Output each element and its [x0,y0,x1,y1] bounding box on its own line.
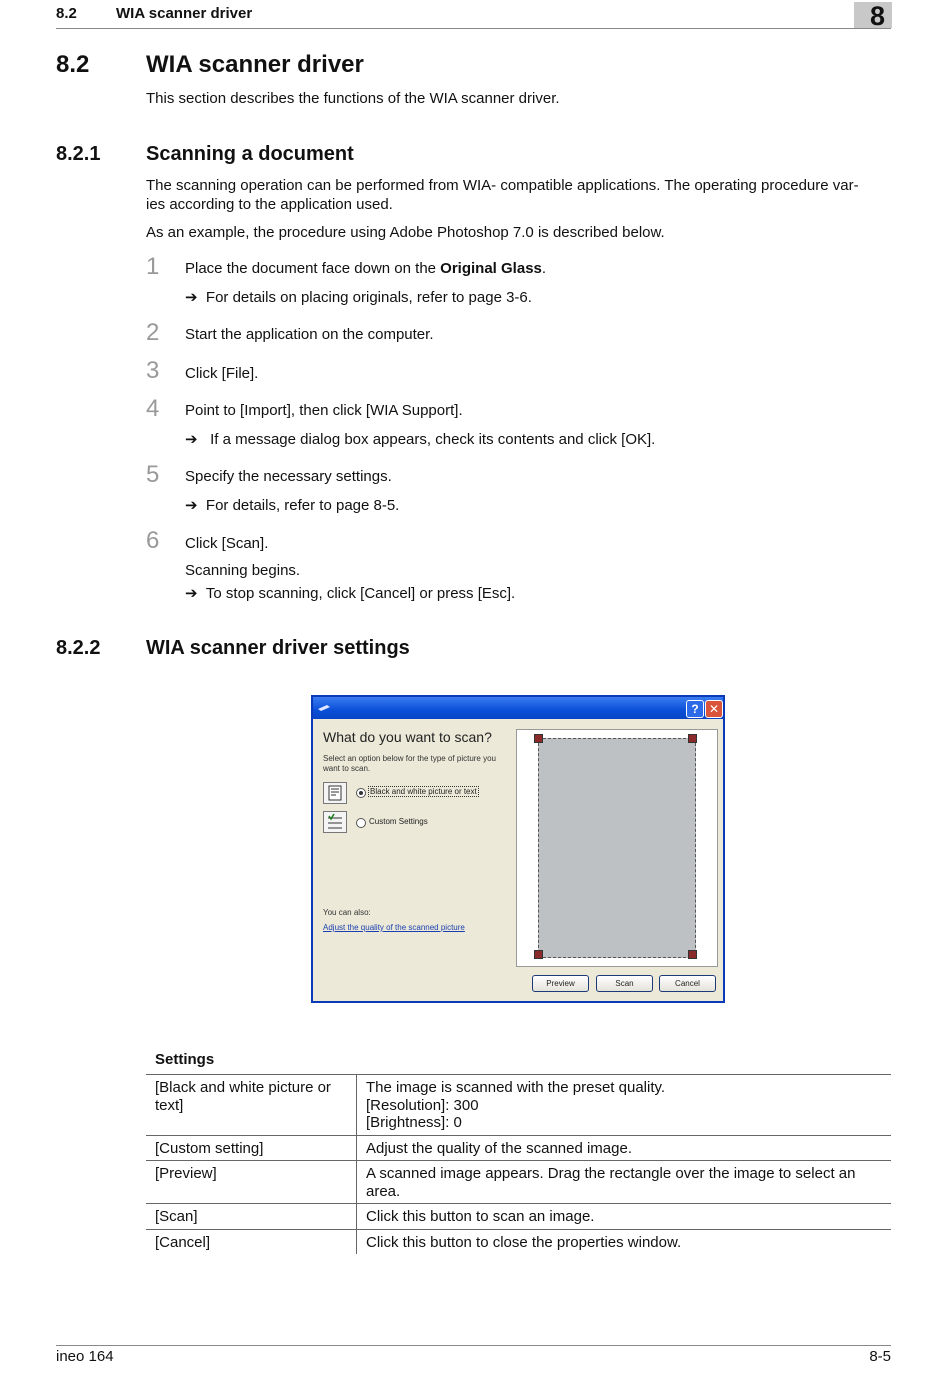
header-section-number: 8.2 [56,5,77,22]
crop-handle[interactable] [534,950,543,959]
scan-selection-area[interactable] [538,738,696,958]
preview-pane [516,729,718,967]
radio-custom[interactable] [356,818,366,828]
scanner-icon [317,702,331,714]
step-text: Click [Scan]. [185,535,269,552]
table-row [146,1135,891,1161]
option-custom-label: Custom Settings [369,817,428,826]
step-text: Start the application on the computer. [185,326,434,343]
setting-name: [Custom setting] [146,1135,357,1161]
header-section-title: WIA scanner driver [116,5,253,22]
setting-description: The image is scanned with the preset quality. [Resolution]: 300 [Brightness]: 0 [366,1079,666,1131]
dialog-question: What do you want to scan? [323,729,492,745]
setting-name: [Scan] [146,1204,357,1230]
arrow-icon: ➔ [185,431,198,448]
scan-button[interactable]: Scan [596,975,653,992]
settings-table [146,1074,891,1254]
setting-name: [Preview] [146,1161,357,1204]
paragraph: As an example, the procedure using Adobe Photoshop 7.0 is described below. [146,224,665,241]
step-note: ➔ For details on placing originals, refer to page 3-6. [185,289,532,306]
step-number: 5 [146,461,160,488]
step-number: 6 [146,527,160,554]
bw-picture-icon [323,782,347,804]
setting-description: A scanned image appears. Drag the rectangle over the image to select an area. [366,1165,856,1200]
chapter-number: 8 [870,1,886,31]
step-number: 1 [146,253,160,280]
step-text: Point to [Import], then click [WIA Support]. [185,402,463,419]
paragraph-line: ies according to the application used. [146,196,393,213]
setting-name: [Cancel] [146,1229,357,1254]
subsection-number: 8.2.2 [56,637,101,659]
settings-header: Settings [155,1051,215,1068]
step-number: 4 [146,395,160,422]
table-row [146,1204,891,1230]
section-title: WIA scanner driver [146,51,364,78]
arrow-icon: ➔ [185,497,198,514]
arrow-icon: ➔ [185,585,198,602]
table-row [146,1075,891,1136]
footer-page-number: 8-5 [869,1348,891,1365]
footer-model: ineo 164 [56,1348,114,1365]
step-text: Place the document face down on the Original Glass. [185,260,547,277]
step-note: ➔ If a message dialog box appears, check its contents and click [OK]. [185,431,656,448]
table-row [146,1229,891,1254]
paragraph-line: The scanning operation can be performed from WIA- compatible applications. The operating procedure var- [146,177,859,194]
radio-bw[interactable] [356,788,366,798]
subsection-number: 8.2.1 [56,143,101,165]
also-label: You can also: [323,908,371,917]
setting-description: Click this button to close the properties window. [366,1233,682,1251]
footer-divider [56,1345,891,1346]
subsection-title: Scanning a document [146,143,354,165]
table-row [146,1161,891,1204]
step-text: Click [File]. [185,365,259,382]
cancel-button[interactable]: Cancel [659,975,716,992]
arrow-icon: ➔ [185,289,198,306]
close-button[interactable]: ✕ [705,700,723,718]
step-number: 2 [146,319,160,346]
custom-settings-icon [323,811,347,833]
setting-description: Click this button to scan an image. [366,1208,595,1225]
section-intro: This section describes the functions of the WIA scanner driver. [146,90,560,107]
setting-name: [Black and white picture or text] [146,1075,357,1136]
preview-button[interactable]: Preview [532,975,589,992]
header-divider [56,28,891,29]
step-text: Specify the necessary settings. [185,468,392,485]
step-number: 3 [146,357,160,384]
crop-handle[interactable] [688,950,697,959]
subsection-title: WIA scanner driver settings [146,637,410,659]
option-bw-label: Black and white picture or text [370,787,477,796]
step-result: Scanning begins. [185,562,301,579]
adjust-quality-link[interactable]: Adjust the quality of the scanned picture [323,923,465,932]
section-number: 8.2 [56,51,90,78]
step-note: ➔ For details, refer to page 8-5. [185,497,400,514]
dialog-titlebar [313,697,723,719]
crop-handle[interactable] [534,734,543,743]
setting-description: Adjust the quality of the scanned image. [366,1139,633,1157]
step-note: ➔ To stop scanning, click [Cancel] or press [Esc]. [185,585,516,602]
help-button[interactable]: ? [686,700,704,718]
crop-handle[interactable] [688,734,697,743]
dialog-description: Select an option below for the type of picture you want to scan. [323,754,496,773]
scan-dialog [311,695,725,1003]
